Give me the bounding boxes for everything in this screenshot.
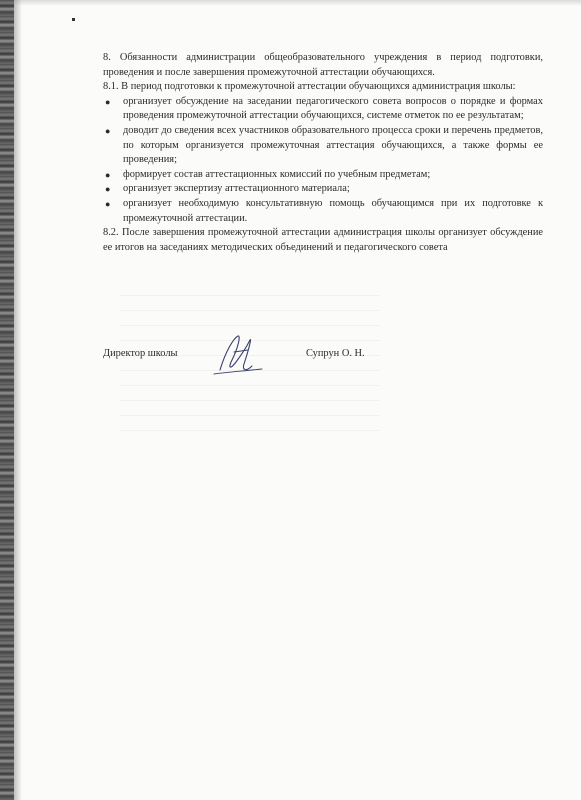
section-8-heading: 8. Обязанности администрации общеобразовательного учреждения в период подготовки, проведения и после завершения промежуточной аттестации обучающихся. bbox=[103, 52, 543, 78]
scan-speck bbox=[72, 18, 75, 21]
list-item-text: формирует состав аттестационных комиссий по учебным предметам; bbox=[123, 168, 431, 180]
list-item-text: организует экспертизу аттестационного материала; bbox=[123, 183, 350, 195]
bullet-icon: ● bbox=[105, 96, 111, 107]
top-edge-shadow bbox=[14, 0, 581, 6]
scanner-edge-shadow bbox=[14, 0, 22, 800]
list-item bbox=[103, 197, 543, 226]
list-item bbox=[103, 168, 543, 183]
list-item bbox=[103, 95, 543, 124]
bullet-icon: ● bbox=[105, 184, 111, 195]
signature-block bbox=[103, 330, 543, 390]
bullet-icon: ● bbox=[105, 198, 111, 209]
section-8-1-intro: 8.1. В период подготовки к промежуточной аттестации обучающихся администрация школы: bbox=[103, 81, 516, 93]
signatory-title: Директор школы bbox=[103, 348, 178, 359]
list-item-text: организует необходимую консультативную помощь обучающимся при их подготовке к промежуточной аттестации. bbox=[123, 197, 543, 224]
section-8-1-list bbox=[103, 95, 543, 226]
handwritten-signature bbox=[208, 330, 268, 382]
scanner-edge-artifact bbox=[0, 0, 14, 800]
section-8-2: 8.2. После завершения промежуточной аттестации администрация школы организует обсуждение ее итогов на заседаниях методических объединений и педагогического совета bbox=[103, 227, 543, 253]
signatory-name: Супрун О. Н. bbox=[306, 348, 365, 359]
document-body bbox=[103, 51, 543, 255]
bullet-icon: ● bbox=[105, 169, 111, 180]
list-item-text: доводит до сведения всех участников образовательного процесса сроки и перечень предметов, по которым организуется промежуточная аттестация обучающихся, а также формы ее проведения; bbox=[123, 124, 543, 166]
list-item-text: организует обсуждение на заседании педагогического совета вопросов о порядке и формах проведения промежуточной аттестации обучающихся, системе отметок по ее результатам; bbox=[123, 95, 543, 122]
bullet-icon: ● bbox=[105, 125, 111, 136]
list-item bbox=[103, 124, 543, 168]
list-item bbox=[103, 182, 543, 197]
